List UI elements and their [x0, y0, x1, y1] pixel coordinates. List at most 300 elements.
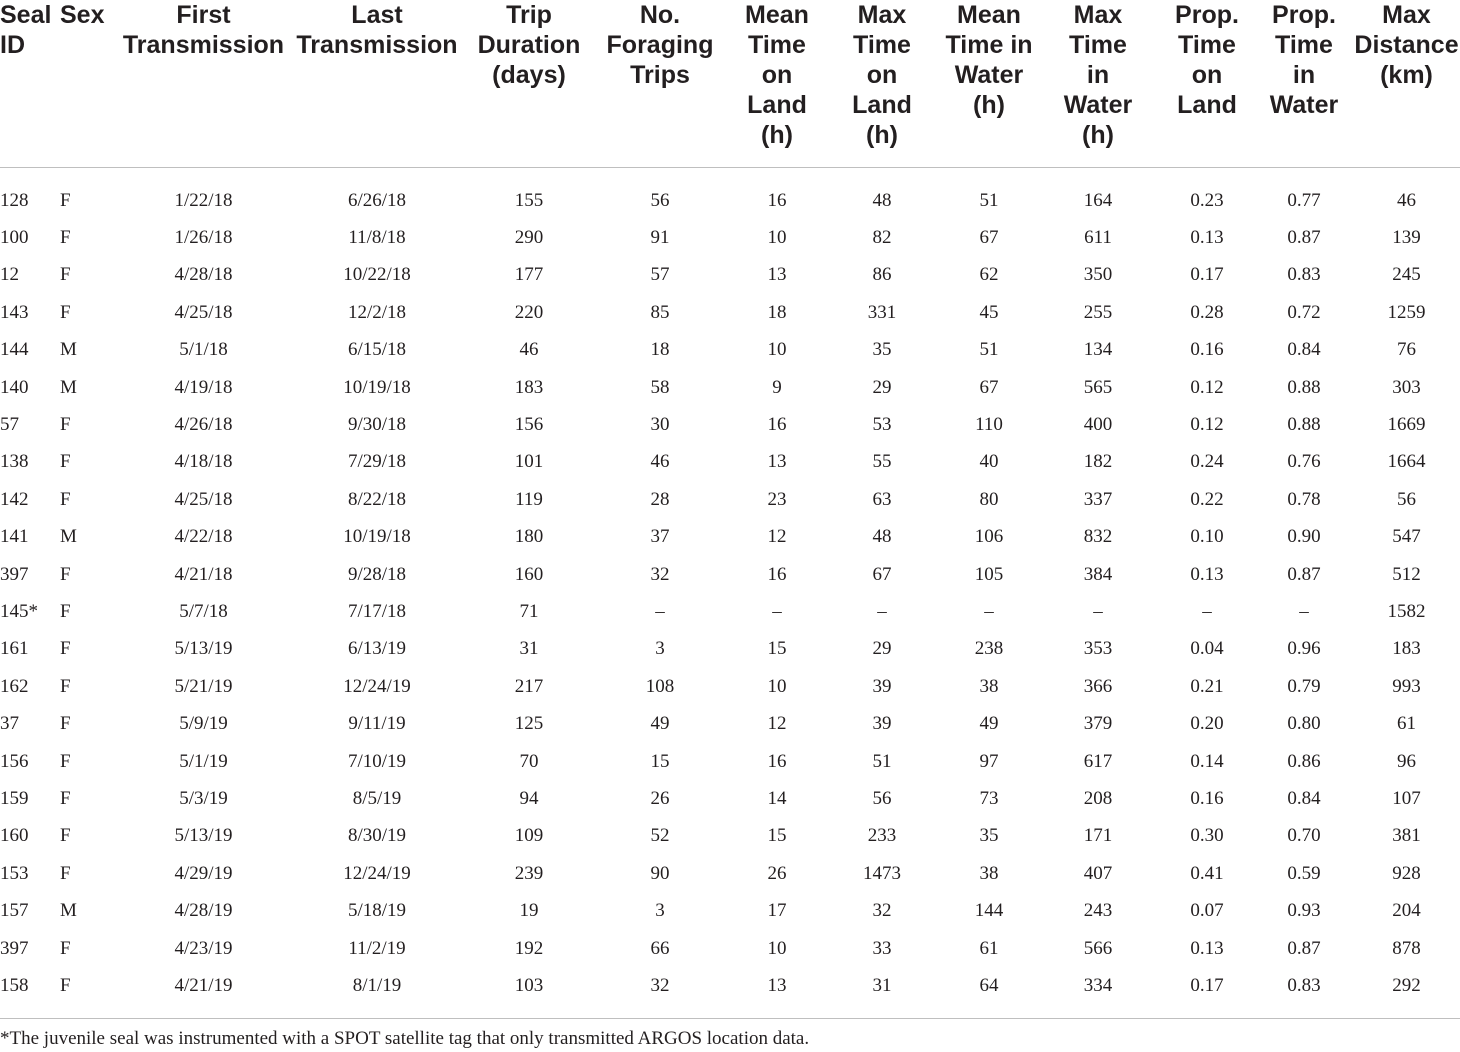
table-cell: 160: [514, 563, 544, 585]
table-cell: 108: [645, 675, 675, 697]
table-cell: 0.86: [1287, 750, 1321, 772]
table-cell: 97: [979, 750, 999, 772]
table-cell: 239: [514, 862, 544, 884]
table-cell: 182: [1083, 451, 1113, 473]
table-cell: 4/29/19: [174, 862, 233, 884]
column-header: [731, 0, 823, 168]
table-row: [0, 332, 1460, 369]
table-cell: 16: [767, 563, 787, 585]
table-cell: 208: [1083, 787, 1113, 809]
table-cell: 183: [1392, 638, 1421, 660]
column-header-line: on: [761, 61, 793, 89]
column-header-line: Time: [1275, 31, 1333, 59]
table-cell: 1/22/18: [174, 189, 233, 211]
column-header-line: Trips: [630, 61, 690, 89]
table-cell: 40: [979, 451, 999, 473]
column-header-line: Mean: [957, 1, 1021, 29]
table-cell: 5/3/19: [179, 787, 228, 809]
table-cell: 1473: [863, 862, 901, 884]
table-cell: 565: [1083, 376, 1113, 398]
table-cell: 107: [1392, 787, 1421, 809]
table-cell: 611: [1084, 227, 1112, 249]
column-header-line: Land: [852, 91, 912, 119]
table-cell: 245: [1392, 264, 1421, 286]
table-cell: 145*: [0, 600, 38, 622]
table-cell: 0.93: [1287, 900, 1321, 922]
table-cell: 94: [519, 787, 539, 809]
table-cell: 255: [1083, 301, 1113, 323]
table-cell: 156: [0, 750, 29, 772]
table-cell: 125: [514, 713, 544, 735]
column-header-line: Prop.: [1175, 1, 1239, 29]
table-cell: M: [60, 376, 77, 398]
table-cell: 238: [974, 638, 1004, 660]
table-cell: 17: [767, 900, 787, 922]
table-cell: 4/25/18: [174, 488, 233, 510]
table-cell: 10/19/18: [343, 376, 411, 398]
table-cell: 10: [767, 339, 787, 361]
table-cell: 0.21: [1190, 675, 1224, 697]
table-cell: 366: [1083, 675, 1113, 697]
column-header-line: (h): [866, 121, 898, 149]
table-cell: 0.13: [1190, 563, 1224, 585]
table-cell: 11/2/19: [348, 937, 406, 959]
table-row: [0, 294, 1460, 331]
table-cell: 56: [650, 189, 670, 211]
table-cell: 13: [767, 264, 787, 286]
table-cell: 9/28/18: [347, 563, 407, 585]
table-cell: 58: [650, 376, 670, 398]
table-cell: 39: [872, 713, 892, 735]
table-cell: 144: [974, 900, 1004, 922]
table-cell: 158: [0, 974, 29, 996]
table-cell: 183: [514, 376, 544, 398]
table-cell: 292: [1392, 974, 1421, 996]
table-cell: 4/28/19: [174, 900, 233, 922]
table-cell: 233: [867, 825, 897, 847]
table-cell: 160: [0, 825, 29, 847]
table-cell: F: [60, 189, 71, 211]
table-row: [0, 967, 1460, 1018]
table-cell: 138: [0, 451, 29, 473]
table-cell: F: [60, 675, 71, 697]
table-cell: 15: [767, 825, 787, 847]
column-header-line: Mean: [745, 1, 809, 29]
table-cell: 153: [0, 862, 29, 884]
column-header-line: (h): [1082, 121, 1114, 149]
table-cell: 400: [1083, 414, 1113, 436]
table-cell: 12: [767, 526, 787, 548]
column-header-line: Last: [351, 1, 403, 29]
column-header-line: Max: [857, 1, 907, 29]
table-cell: 0.28: [1190, 301, 1224, 323]
table-cell: 32: [650, 974, 670, 996]
table-cell: 46: [519, 339, 539, 361]
table-cell: 566: [1083, 937, 1113, 959]
table-row: [0, 593, 1460, 630]
column-header-line: Land: [1177, 91, 1237, 119]
table-cell: 45: [979, 301, 999, 323]
table-cell: F: [60, 488, 71, 510]
table-cell: 0.77: [1287, 189, 1321, 211]
table-cell: 0.83: [1287, 974, 1321, 996]
table-cell: 64: [979, 974, 999, 996]
column-header-line: Trip: [506, 1, 552, 29]
table-cell: 38: [979, 675, 999, 697]
table-cell: 1582: [1387, 600, 1426, 622]
table-cell: 5/9/19: [179, 713, 228, 735]
table-cell: 0.88: [1287, 376, 1321, 398]
table-cell: 76: [1397, 339, 1416, 361]
column-header-line: Max: [1073, 1, 1123, 29]
table-cell: 397: [0, 563, 29, 585]
table-cell: 14: [767, 787, 787, 809]
column-header-line: Time: [748, 31, 806, 59]
table-cell: 4/22/18: [174, 526, 233, 548]
column-header-line: Time: [1178, 31, 1236, 59]
table-cell: 6/15/18: [347, 339, 407, 361]
table-cell: 73: [979, 787, 999, 809]
column-header-line: Prop.: [1272, 1, 1336, 29]
table-cell: 159: [0, 787, 29, 809]
table-cell: 0.59: [1287, 862, 1321, 884]
table-cell: F: [60, 264, 71, 286]
table-cell: 243: [1083, 900, 1113, 922]
table-cell: F: [60, 301, 71, 323]
column-header-line: ID: [0, 31, 25, 59]
table-cell: 384: [1083, 563, 1113, 585]
table-cell: 4/18/18: [174, 451, 233, 473]
table-cell: 4/19/18: [174, 376, 233, 398]
column-header: [1353, 0, 1460, 168]
table-cell: 4/21/19: [174, 974, 233, 996]
table-cell: 0.90: [1287, 526, 1321, 548]
table-cell: 48: [872, 526, 892, 548]
table-cell: 0.16: [1190, 339, 1224, 361]
table-cell: 10/22/18: [343, 264, 411, 286]
table-cell: M: [60, 526, 77, 548]
table-cell: 993: [1392, 675, 1421, 697]
table-row: [0, 219, 1460, 256]
table-cell: F: [60, 862, 71, 884]
table-cell: 56: [872, 787, 892, 809]
table-cell: 67: [979, 376, 999, 398]
table-cell: F: [60, 227, 71, 249]
table-cell: 6/26/18: [347, 189, 407, 211]
table-cell: 66: [650, 937, 670, 959]
table-cell: F: [60, 414, 71, 436]
table-cell: 5/1/18: [179, 339, 228, 361]
table-cell: 15: [650, 750, 670, 772]
column-header-line: Water: [1269, 91, 1339, 119]
column-header-line: Transmission: [296, 31, 458, 59]
table-cell: 290: [514, 227, 544, 249]
table-cell: 23: [767, 488, 787, 510]
table-cell: 51: [979, 339, 999, 361]
table-cell: 0.16: [1190, 787, 1224, 809]
table-cell: 0.17: [1190, 264, 1224, 286]
table-cell: 61: [1397, 713, 1416, 735]
table-cell: 48: [872, 189, 892, 211]
table-cell: 0.10: [1190, 526, 1224, 548]
column-header: [1159, 0, 1255, 168]
table-cell: –: [772, 600, 782, 622]
table-cell: 162: [0, 675, 29, 697]
table-cell: 0.23: [1190, 189, 1224, 211]
table-row: [0, 481, 1460, 518]
table-row: [0, 257, 1460, 294]
table-cell: 39: [872, 675, 892, 697]
table-cell: 0.14: [1190, 750, 1224, 772]
column-header-line: Time: [853, 31, 911, 59]
table-cell: 142: [0, 488, 29, 510]
table-cell: 19: [519, 900, 539, 922]
table-body: [0, 168, 1460, 1019]
column-header-line: (h): [973, 91, 1005, 119]
table-cell: 51: [872, 750, 892, 772]
table-cell: 12/24/19: [343, 862, 411, 884]
table-row: [0, 892, 1460, 929]
table-cell: 53: [872, 414, 892, 436]
table-cell: 164: [1083, 189, 1113, 211]
table-cell: 134: [1083, 339, 1113, 361]
table-cell: M: [60, 900, 77, 922]
table-cell: 547: [1392, 526, 1421, 548]
table-cell: F: [60, 750, 71, 772]
table-cell: 32: [872, 900, 892, 922]
table-footnote: *The juvenile seal was instrumented with a SPOT satellite tag that only transmitted ARGOS location data.: [0, 1028, 810, 1049]
table-cell: 100: [0, 227, 29, 249]
column-header-line: (h): [761, 121, 793, 149]
table-row: [0, 406, 1460, 443]
table-cell: 49: [650, 713, 670, 735]
table-cell: 29: [872, 638, 892, 660]
table-cell: 13: [767, 974, 787, 996]
table-cell: 38: [979, 862, 999, 884]
column-header-line: in: [1086, 61, 1110, 89]
table-row: [0, 444, 1460, 481]
table-row: [0, 519, 1460, 556]
table-cell: 156: [514, 414, 544, 436]
table-cell: 0.87: [1287, 937, 1321, 959]
table-cell: 8/5/19: [352, 787, 402, 809]
column-header-line: on: [1191, 61, 1223, 89]
table-cell: 128: [0, 189, 29, 211]
table-cell: 57: [0, 414, 19, 436]
column-header: [1255, 0, 1353, 168]
table-cell: 26: [650, 787, 670, 809]
table-cell: 7/29/18: [347, 451, 407, 473]
table-cell: 204: [1392, 900, 1421, 922]
table-cell: 18: [650, 339, 670, 361]
table-cell: 109: [514, 825, 544, 847]
column-header-line: Sex: [60, 1, 105, 29]
table-cell: 30: [650, 414, 670, 436]
table-cell: 57: [650, 264, 670, 286]
table-cell: 37: [0, 713, 19, 735]
table-cell: 67: [979, 227, 999, 249]
table-cell: 35: [872, 339, 892, 361]
table-cell: 9/30/18: [347, 414, 407, 436]
table-cell: 105: [974, 563, 1004, 585]
table-cell: 143: [0, 301, 29, 323]
table-cell: 71: [519, 600, 539, 622]
table-cell: 878: [1392, 937, 1421, 959]
column-header: [469, 0, 589, 168]
table-cell: 119: [515, 488, 543, 510]
table-cell: 3: [655, 900, 665, 922]
table-cell: 4/26/18: [174, 414, 233, 436]
table-row: [0, 556, 1460, 593]
table-cell: 1669: [1387, 414, 1426, 436]
table-cell: 0.70: [1287, 825, 1321, 847]
table-cell: 18: [767, 301, 787, 323]
column-header-line: (km): [1380, 61, 1433, 89]
table-cell: 0.17: [1190, 974, 1224, 996]
table-cell: 101: [514, 451, 544, 473]
table-cell: –: [1093, 600, 1103, 622]
table-cell: 10/19/18: [343, 526, 411, 548]
column-header-line: in: [1292, 61, 1316, 89]
table-cell: 12/24/19: [343, 675, 411, 697]
table-cell: 0.12: [1190, 376, 1224, 398]
table-cell: 303: [1392, 376, 1421, 398]
column-header: [60, 0, 122, 168]
column-header-line: Time: [1069, 31, 1127, 59]
table-cell: 1664: [1387, 451, 1426, 473]
column-header-line: Water: [1063, 91, 1133, 119]
table-cell: 0.83: [1287, 264, 1321, 286]
table-cell: 617: [1083, 750, 1113, 772]
column-header-line: No.: [639, 1, 681, 29]
table-cell: 11/8/18: [348, 227, 406, 249]
table-cell: 16: [767, 414, 787, 436]
column-header: [122, 0, 285, 168]
table-cell: 5/1/19: [179, 750, 228, 772]
table-cell: 1/26/18: [174, 227, 233, 249]
table-cell: F: [60, 713, 71, 735]
table-cell: 13: [767, 451, 787, 473]
table-cell: 90: [650, 862, 670, 884]
table-cell: F: [60, 451, 71, 473]
table-cell: F: [60, 638, 71, 660]
table-cell: –: [655, 600, 665, 622]
table-row: [0, 668, 1460, 705]
table-cell: 0.76: [1287, 451, 1321, 473]
table-cell: 12: [767, 713, 787, 735]
table-cell: 0.78: [1287, 488, 1321, 510]
table-cell: 5/18/19: [347, 900, 407, 922]
table-cell: 0.12: [1190, 414, 1224, 436]
table-cell: 0.20: [1190, 713, 1224, 735]
table-cell: 0.13: [1190, 937, 1224, 959]
table-cell: 397: [0, 937, 29, 959]
table-cell: –: [1202, 600, 1212, 622]
table-cell: 139: [1392, 227, 1421, 249]
table-row: [0, 818, 1460, 855]
table-cell: 4/25/18: [174, 301, 233, 323]
table-cell: 8/30/19: [347, 825, 407, 847]
table-cell: F: [60, 600, 71, 622]
table-cell: 9/11/19: [348, 713, 406, 735]
table-cell: 29: [872, 376, 892, 398]
table-cell: 10: [767, 675, 787, 697]
table-row: [0, 780, 1460, 817]
table-cell: 220: [514, 301, 544, 323]
column-header-line: Distance: [1354, 31, 1459, 59]
table-cell: F: [60, 787, 71, 809]
table-cell: 8/22/18: [347, 488, 407, 510]
table-cell: 26: [767, 862, 787, 884]
table-cell: M: [60, 339, 77, 361]
table-cell: 0.79: [1287, 675, 1321, 697]
table-cell: 0.87: [1287, 563, 1321, 585]
table-cell: 5/13/19: [174, 638, 233, 660]
table-cell: 85: [650, 301, 670, 323]
table-row: [0, 855, 1460, 892]
table-cell: 51: [979, 189, 999, 211]
table-cell: 177: [514, 264, 544, 286]
table-cell: 0.88: [1287, 414, 1321, 436]
table-cell: 337: [1083, 488, 1113, 510]
table-cell: 157: [0, 900, 29, 922]
table-cell: 9: [772, 376, 782, 398]
column-header-line: Water: [954, 61, 1024, 89]
table-cell: 61: [979, 937, 999, 959]
table-cell: 161: [0, 638, 29, 660]
table-cell: 1259: [1387, 301, 1426, 323]
table-cell: 4/28/18: [174, 264, 233, 286]
table-cell: 7/17/18: [347, 600, 407, 622]
table-cell: 379: [1083, 713, 1113, 735]
table-header-row: [0, 0, 1460, 168]
table-cell: 46: [650, 451, 670, 473]
column-header-line: on: [866, 61, 898, 89]
table-cell: F: [60, 825, 71, 847]
table-row: [0, 369, 1460, 406]
column-header: [0, 0, 60, 168]
table-cell: 5/7/18: [179, 600, 228, 622]
table-cell: 331: [867, 301, 897, 323]
table-cell: 63: [872, 488, 892, 510]
table-row: [0, 631, 1460, 668]
column-header-line: (days): [492, 61, 566, 89]
column-header: [1037, 0, 1159, 168]
table-cell: 70: [519, 750, 539, 772]
table-cell: F: [60, 974, 71, 996]
table-cell: 512: [1392, 563, 1421, 585]
column-header: [285, 0, 469, 168]
table-cell: 80: [979, 488, 999, 510]
table-cell: 110: [975, 414, 1003, 436]
table-cell: F: [60, 563, 71, 585]
table-row: [0, 168, 1460, 220]
table-cell: 12: [0, 264, 19, 286]
table-cell: 180: [514, 526, 544, 548]
table-cell: 86: [872, 264, 892, 286]
column-header: [589, 0, 731, 168]
table-cell: 46: [1397, 189, 1416, 211]
table-cell: 16: [767, 750, 787, 772]
table-cell: 155: [514, 189, 544, 211]
table-cell: 4/21/18: [174, 563, 233, 585]
column-header-line: Time in: [945, 31, 1033, 59]
table-cell: 82: [872, 227, 892, 249]
table-row: [0, 930, 1460, 967]
table-cell: 0.41: [1190, 862, 1224, 884]
column-header-line: Seal: [0, 1, 52, 29]
table-cell: 0.04: [1190, 638, 1224, 660]
